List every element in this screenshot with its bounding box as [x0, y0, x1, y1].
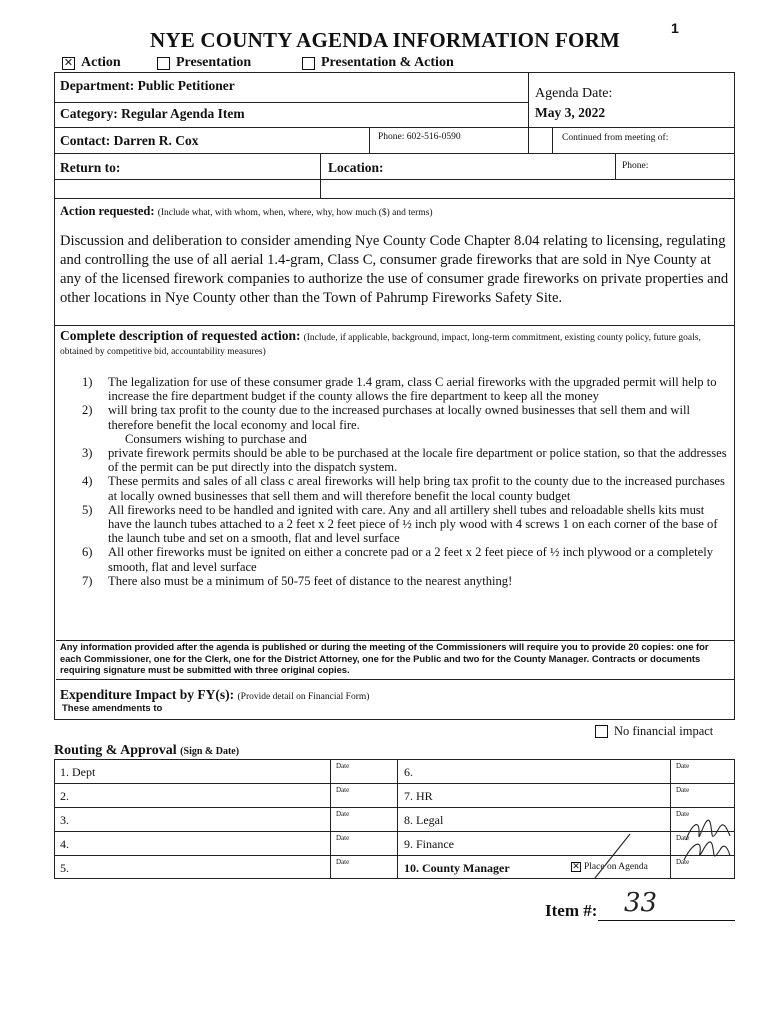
- date-label: Date: [336, 810, 350, 818]
- list-item: 1) The legalization for use of these consumer grade 1.4 gram, class C aerial fireworks with the upgraded permit will help to increase the fire department budget if the county allows the fire department to keep all the money: [82, 375, 717, 404]
- location: Location:: [328, 160, 384, 175]
- list-item: Consumers wishing to purchase and: [125, 431, 307, 446]
- continued-from: Continued from meeting of:: [562, 133, 669, 143]
- return-to: Return to:: [60, 160, 121, 175]
- phone: Phone: 602-516-0590: [378, 132, 461, 142]
- date-label: Date: [336, 834, 350, 842]
- copies-notice: Any information provided after the agenda is published or during the meeting of the Commissioners will require you to provide 20 copies: one for each Commissioner, one for the Clerk, one for the District Attorney, one for the Public and two for the County Manager. Contracts or documents requiring signature must be submitted with three original copies.: [60, 641, 709, 675]
- no-financial-impact[interactable]: No financial impact: [595, 724, 713, 739]
- date-label: Date: [336, 858, 350, 866]
- item-number-value: 33: [624, 888, 658, 918]
- expenditure-label: Expenditure Impact by FY(s): (Provide detail on Financial Form): [60, 687, 370, 702]
- option-action[interactable]: ✕ Action: [63, 55, 121, 70]
- date-label: Date: [676, 858, 690, 866]
- item-number-label: Item #:: [545, 901, 598, 920]
- agenda-date-label: Agenda Date:: [535, 86, 613, 101]
- route-5: 5.: [60, 861, 69, 875]
- checkbox-checked-icon[interactable]: ✕: [63, 55, 74, 69]
- action-requested-text: Discussion and deliberation to consider amending Nye County Code Chapter 8.04 relating to licensing, regulating and controlling the use of all aerial 1.4-gram, Class C, consumer grade fireworks that are sold in Nye County at any of the licensed firework companies to authorize the use of consumer grade fireworks on private properties and other locations in Nye County other than the Town of Pahrump Fireworks Safety Site.: [60, 233, 729, 306]
- option-presentation[interactable]: Presentation: [157, 55, 251, 71]
- date-label: Date: [676, 762, 690, 770]
- date-label: Date: [676, 810, 690, 818]
- form-title: NYE COUNTY AGENDA INFORMATION FORM: [150, 28, 620, 52]
- date-label: Date: [336, 762, 350, 770]
- route-2: 2.: [60, 789, 69, 803]
- route-legal: 8. Legal: [404, 813, 444, 827]
- place-on-agenda[interactable]: ✕ Place on Agenda: [572, 862, 648, 872]
- action-requested-label: Action requested: (Include what, with whom, when, where, why, how much ($) and terms): [60, 204, 433, 218]
- category: Category: Regular Agenda Item: [60, 106, 245, 121]
- list-item: 2) will bring tax profit to the county due to the increased purchases at locally owned businesses that sell them and will therefore benefit the local economy and local fire.: [82, 403, 690, 432]
- route-dept: 1. Dept: [60, 765, 96, 779]
- route-finance: 9. Finance: [404, 837, 454, 851]
- checkbox-icon[interactable]: [595, 725, 608, 738]
- routing-label: Routing & Approval (Sign & Date): [54, 743, 240, 758]
- list-item: 3) private firework permits should be able to be purchased at the locale fire department or police station, so that the addresses of the permit can be put directly into the dispatch system.: [82, 446, 727, 475]
- route-4: 4.: [60, 837, 69, 851]
- page-number: 1: [671, 20, 679, 36]
- department: Department: Public Petitioner: [60, 78, 235, 93]
- route-county-manager: 10. County Manager: [404, 861, 510, 875]
- description-items: [82, 375, 730, 588]
- checkbox-icon[interactable]: [302, 57, 315, 70]
- date-label: Date: [676, 834, 690, 842]
- route-6: 6.: [404, 765, 413, 779]
- date-label: Date: [336, 786, 350, 794]
- route-hr: 7. HR: [404, 789, 433, 803]
- list-item: 5) All fireworks need to be handled and ignited with care. Any and all artillery shell tubes and reloadable shells kits must have the launch tubes attached to a 2 feet x 2 feet piece of ½ inch ply wood with 4 screws 1 on each corner of the base of the launch tube and set on a smooth, flat and level surface: [82, 502, 718, 546]
- checkbox-checked-icon[interactable]: ✕: [572, 862, 580, 872]
- list-item: 6) All other fireworks must be ignited on either a concrete pad or a 2 feet x 2 feet piece of ½ inch plywood or a completely smooth, flat and level surface: [82, 545, 713, 574]
- list-item: 7) There also must be a minimum of 50-75 feet of distance to the nearest anything!: [82, 573, 513, 588]
- type-options: [0, 55, 770, 73]
- expenditure-text: These amendments to: [62, 703, 163, 714]
- description-header: Complete description of requested action: (Include, if applicable, background, impact, long-term commitment, existing county policy, future goals, obtained by competitive bid, accountability measures): [60, 328, 701, 357]
- signature-marks: [560, 800, 740, 880]
- route-3: 3.: [60, 813, 69, 827]
- list-item: 4) These permits and sales of all class c areal fireworks will help bring tax profit to the county due to the increased purchases at locally owned businesses that sell them and will therefore benefit the local county budget: [82, 474, 725, 503]
- item-number-line: [598, 920, 735, 921]
- date-label: Date: [676, 786, 690, 794]
- option-presentation-action[interactable]: Presentation & Action: [302, 55, 454, 71]
- contact: Contact: Darren R. Cox: [60, 133, 199, 148]
- checkbox-icon[interactable]: [157, 57, 170, 70]
- phone-2: Phone:: [622, 161, 649, 171]
- agenda-date: May 3, 2022: [535, 105, 606, 120]
